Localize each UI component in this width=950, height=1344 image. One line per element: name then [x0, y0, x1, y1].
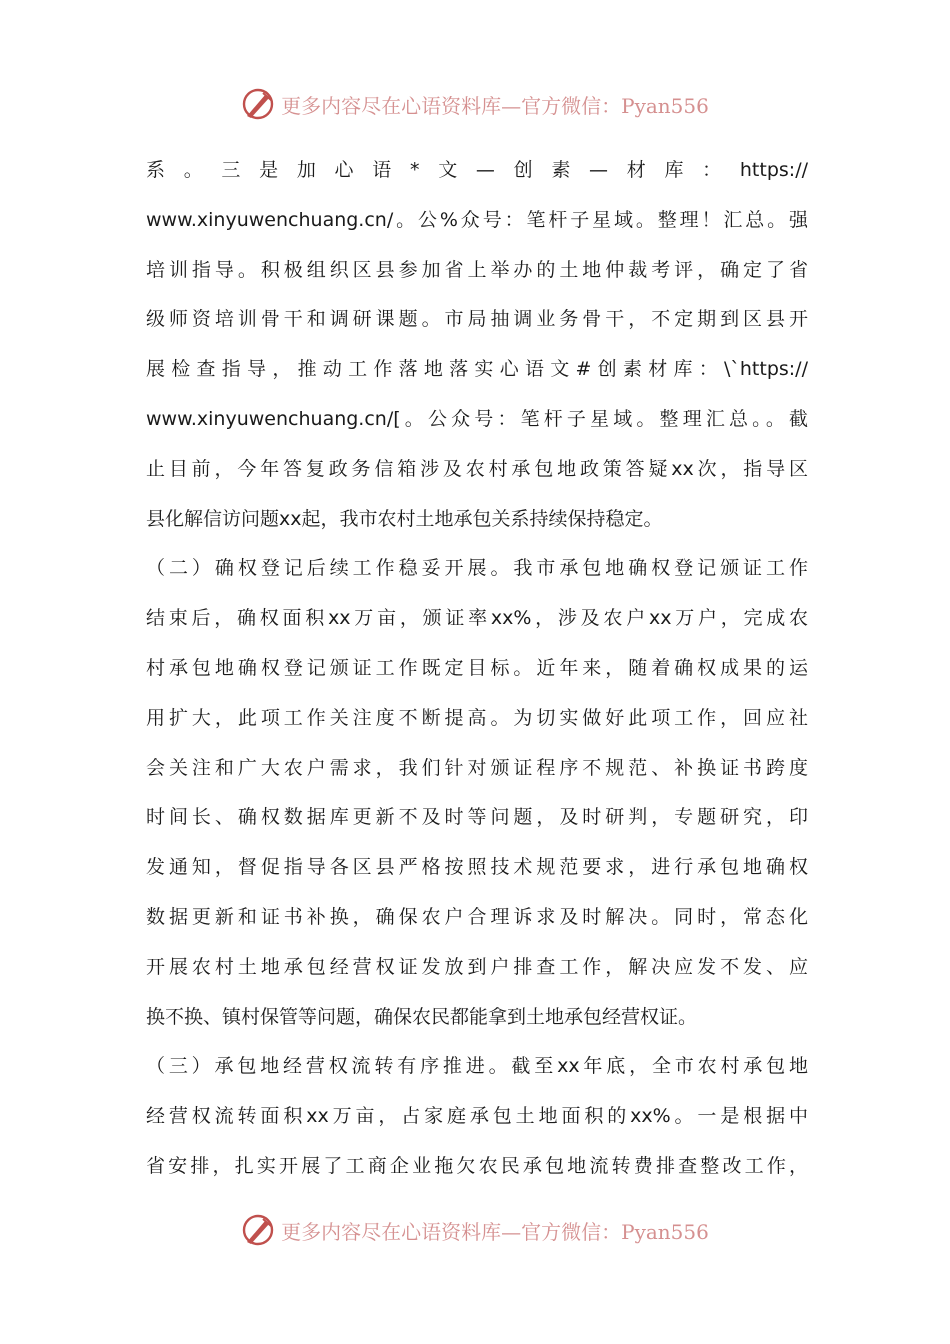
text-line: （二）确权登记后续工作稳妥开展。我市承包地确权登记颁证工作 — [146, 557, 808, 580]
text-line: 结束后，确权面积xx万亩，颁证率xx%，涉及农户xx万户，完成农 — [146, 607, 808, 630]
text-line: www.xinyuwenchuang.cn/[。公众号：笔杆子星域。整理汇总。。截 — [146, 407, 808, 430]
text-line: 省安排，扎实开展了工商企业拖欠农民承包地流转费排查整改工作， — [146, 1154, 808, 1177]
text-line: 时间长、确权数据库更新不及时等问题，及时研判，专题研究，印 — [146, 806, 808, 829]
text-line: 展检查指导，推动工作落地落实心语文#创素材库：\`https:// — [146, 358, 808, 381]
watermark-banner-bottom — [0, 1210, 950, 1250]
text-line: 开展农村土地承包经营权证发放到户排查工作，解决应发不发、应 — [146, 955, 808, 978]
text-line: 村承包地确权登记颁证工作既定目标。近年来，随着确权成果的运 — [146, 656, 808, 679]
pen-logo-icon — [241, 1213, 275, 1247]
pen-logo-icon — [241, 87, 275, 121]
text-line: 会关注和广大农户需求，我们针对颁证程序不规范、补换证书跨度 — [146, 756, 808, 779]
text-line: 发通知，督促指导各区县严格按照技术规范要求，进行承包地确权 — [146, 856, 808, 879]
document-body — [146, 146, 808, 1192]
watermark-banner-top — [0, 84, 950, 124]
watermark-text: 更多内容尽在心语资料库—官方微信：Pyan556 — [281, 93, 709, 118]
text-line: 用扩大，此项工作关注度不断提高。为切实做好此项工作，回应社 — [146, 706, 808, 729]
text-line: 换不换、镇村保管等问题，确保农民都能拿到土地承包经营权证。 — [146, 1005, 698, 1028]
text-line: www.xinyuwenchuang.cn/。公%众号：笔杆子星域。整理！汇总。强 — [146, 208, 808, 231]
watermark-text: 更多内容尽在心语资料库—官方微信：Pyan556 — [281, 1219, 709, 1244]
text-line: 培训指导。积极组织区县参加省上举办的土地仲裁考评，确定了省 — [146, 258, 808, 281]
text-line: 县化解信访问题xx起，我市农村土地承包关系持续保持稳定。 — [146, 507, 663, 530]
text-line: （三）承包地经营权流转有序推进。截至xx年底，全市农村承包地 — [146, 1055, 808, 1078]
text-line: 经营权流转面积xx万亩，占家庭承包土地面积的xx%。一是根据中 — [146, 1105, 808, 1128]
text-line: 系。三是加心语*文—创素—材库：https:// — [146, 159, 808, 181]
text-line: 数据更新和证书补换，确保农户合理诉求及时解决。同时，常态化 — [146, 905, 808, 928]
text-line: 止目前，今年答复政务信箱涉及农村承包地政策答疑xx次，指导区 — [146, 457, 808, 480]
text-line: 级师资培训骨干和调研课题。市局抽调业务骨干，不定期到区县开 — [146, 308, 808, 331]
